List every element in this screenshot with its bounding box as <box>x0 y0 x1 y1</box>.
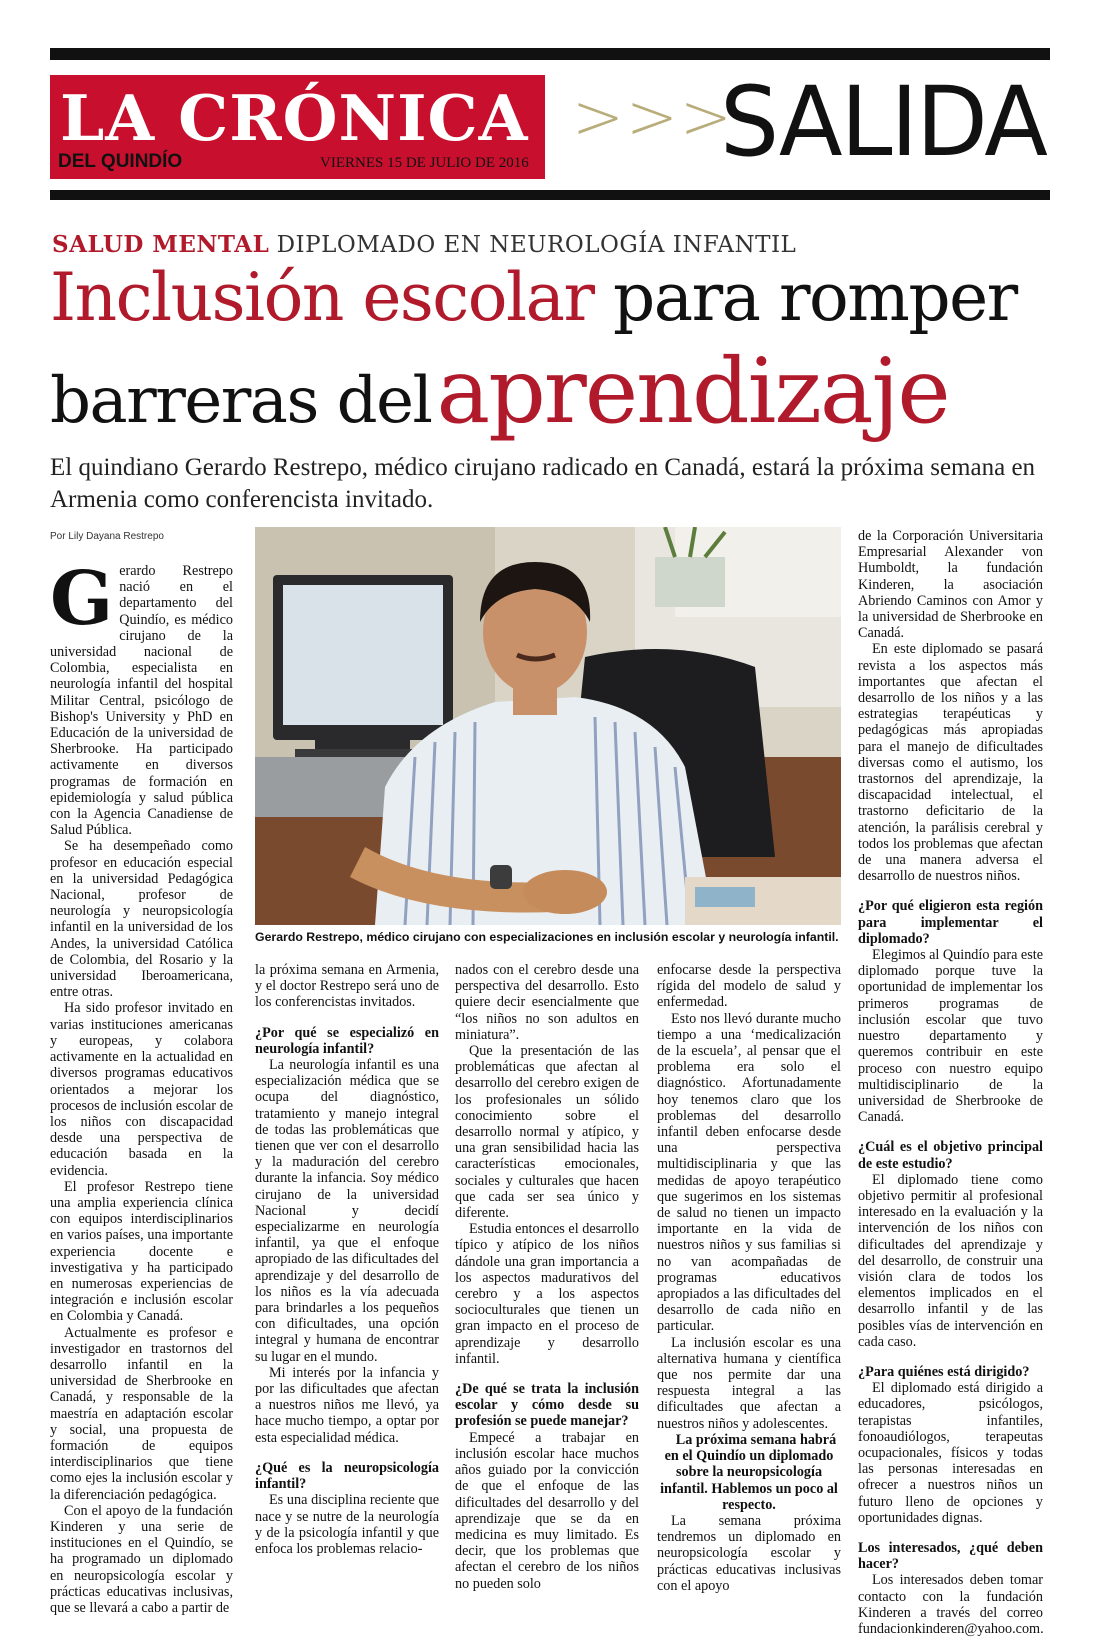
paragraph: La neurología infantil es una especialización médica que se ocupa del diagnóstico, tratamiento y manejo integral de todas las problemáticas que tienen que ver con el desarrollo y la maduración del cerebro durante la infancia. Soy médico cirujano de la universidad Nacional y decidí especializarme en neurología infantil, ya que el enfoque apropiado de las dificultades del aprendizaje y del desarrollo de los niños es la vía adecuada para brindarles a los pequeños con dificultades, una opción integral y humana de encontrar su lugar en el mundo. <box>255 1057 439 1365</box>
photo-illustration <box>255 527 841 925</box>
masthead-bottom-rule <box>50 190 1050 200</box>
paragraph: erardo Restrepo nació en el departamento del Quindío, es médico cirujano de la universidad nacional de Colombia, especialista en neurología infantil del hospital Militar Central, psicólogo de Bishop's University y PhD en Educación de la universidad de Sherbrooke. Ha participado activamente en diversos programas de formación en epidemiología y salud pública con la Agencia Canadiense de Salud Pública. <box>50 563 233 839</box>
column-3 <box>455 962 639 1592</box>
byline: Por Lily Dayana Restrepo <box>50 531 164 542</box>
column-4 <box>657 962 841 1594</box>
headline <box>50 259 1060 444</box>
issue-date: VIERNES 15 DE JULIO DE 2016 <box>320 155 529 171</box>
paragraph: La inclusión escolar es una alternativa humana y científica que nos permite dar una respuesta integral a las dificultades que afectan a nuestros niños y adolescentes. <box>657 1334 841 1432</box>
question-heading: ¿De qué se trata la inclusión escolar y cómo desde su profesión se puede manejar? <box>455 1381 639 1430</box>
kicker <box>52 231 796 258</box>
pull-question: La próxima semana habrá en el Quindío un diplomado sobre la neuropsicología infantil. Hablemos un poco al respecto. <box>660 1431 838 1513</box>
paragraph: El diplomado está dirigido a educadores, psicólogos, terapistas infantiles, fonoaudiólogos, terapeutas ocupacionales, físicos y todas las personas interesadas en ofrecer a nuestros niños un futuro lleno de opciones y oportunidades dignas. <box>858 1380 1043 1526</box>
section-arrows: >>> <box>572 80 734 153</box>
paragraph: Que la presentación de las problemáticas que afectan al desarrollo del cerebro exigen de los profesionales un sólido conocimiento sobre el desarrollo normal y atípico, y una gran sensibilidad hacia las características emocionales, sociales y culturales que hacen que cada ser sea único y diferente. <box>455 1043 639 1222</box>
question-heading: ¿Qué es la neuropsicología infantil? <box>255 1459 439 1493</box>
paragraph: El diplomado tiene como objetivo permitir al profesional interesado en la evaluación y la intervención de los niños con dificultades del aprendizaje y del desarrollo, de construir una visión clara de todos los elementos implicados en el desarrollo infantil y de las posibles vías de intervención en cada caso. <box>858 1171 1043 1350</box>
newspaper-logo <box>50 75 545 179</box>
paragraph: la próxima semana en Armenia, y el doctor Restrepo será uno de los conferencistas invitados. <box>255 962 439 1011</box>
paragraph: de la Corporación Universitaria Empresarial Alexander von Humboldt, la fundación Kinderen, la asociación Abriendo Caminos con Amor y la universidad de Sherbrooke en Canadá. <box>858 528 1043 642</box>
paragraph: Es una disciplina reciente que nace y se nutre de la neurología y de la psicología infantil y que enfoca los problemas relacio- <box>255 1492 439 1557</box>
section-title: SALIDA <box>720 66 1047 178</box>
column-5 <box>858 528 1043 1637</box>
logo-subtitle: DEL QUINDÍO <box>58 151 183 172</box>
dek: El quindiano Gerardo Restrepo, médico cirujano radicado en Canadá, estará la próxima semana en Armenia como conferencista invitado. <box>50 454 1036 513</box>
paragraph: Esto nos llevó durante mucho tiempo a una ‘medicalización de la escuela’, al pensar que el problema era solo el diagnóstico. Afortunadamente hoy tenemos claro que los problemas del desarrollo infantil deben enfocarse desde una perspectiva multidisciplinaria y que las medidas de apoyo terapéutico que sugerimos en los sistemas de salud no tienen un impacto importante en la vida de nuestros niños y sus familias si no van acompañadas de programas educativos apropiados a las dificultades del desarrollo de cada niño en particular. <box>657 1010 841 1335</box>
question-heading: ¿Por qué eligieron esta región para implementar el diplomado? <box>858 898 1043 947</box>
headline-part2-black: barreras del <box>50 364 432 438</box>
kicker-subtopic: DIPLOMADO EN NEUROLOGÍA INFANTIL <box>276 232 797 258</box>
photo-caption: Gerardo Restrepo, médico cirujano con especializaciones en inclusión escolar y neurología infantil. <box>255 930 839 944</box>
question-heading: ¿Por qué se especializó en neurología infantil? <box>255 1024 439 1057</box>
paragraph: Los interesados deben tomar contacto con la fundación Kinderen a través del correo fundacionkinderen@yahoo.com. <box>858 1572 1044 1637</box>
paragraph: Elegimos al Quindío para este diplomado porque tuve la oportunidad de implementar los primeros programas de inclusión escolar que tuvo nuestro departamento y queremos contribuir en este proceso con nuestro equipo multidisciplinario de la universidad de Sherbrooke de Canadá. <box>858 947 1043 1126</box>
question-heading: ¿Cuál es el objetivo principal de este estudio? <box>858 1139 1043 1172</box>
paragraph: Se ha desempeñado como profesor en educación especial en la universidad Pedagógica Nacional, profesor de neurología y neuropsicología infantil en la universidad de los Andes, la universidad Católica de Colombia, del Rosario y la universidad Iberoamericana, entre otras. <box>50 838 233 1001</box>
question-heading: Los interesados, ¿qué deben hacer? <box>858 1539 1043 1573</box>
paragraph: Empecé a trabajar en inclusión escolar hace muchos años guiado por la convicción de que el enfoque de las dificultades del desarrollo y del aprendizaje que se da en medicina es muy limitado. Es decir, que los problemas que afectan el cerebro de los niños no pueden solo <box>455 1429 639 1592</box>
top-rule <box>50 48 1050 60</box>
article-photo <box>255 527 841 925</box>
paragraph: La semana próxima tendremos un diplomado en neuropsicología escolar y prácticas educativas inclusivas con el apoyo <box>657 1512 841 1594</box>
paragraph: Estudia entonces el desarrollo típico y atípico de los niños dándole una gran importancia a los aspectos madurativos del cerebro y a los aspectos socioculturales que tienen un gran impacto en el proceso de aprendizaje y desarrollo infantil. <box>455 1221 639 1367</box>
paragraph: Ha sido profesor invitado en varias instituciones americanas y europeas, y colabora activamente en la actualidad en diversos programas educativos orientados a mejorar los procesos de inclusión escolar de los niños con discapacidad desde una perspectiva de educación basada en la evidencia. <box>50 1000 233 1179</box>
headline-part1-black: para romper <box>612 259 1017 336</box>
paragraph: Con el apoyo de la fundación Kinderen y una serie de instituciones en el Quindío, se ha programado un diplomado en neuropsicología escolar y prácticas educativas inclusivas, que se llevará a cabo a partir de <box>50 1502 233 1616</box>
paragraph: El profesor Restrepo tiene una amplia experiencia clínica con equipos interdisciplinarios en varios países, una importante experiencia docente e investigativa y ha participado en numerosas experiencias de integración e inclusión escolar en Colombia y Canadá. <box>50 1178 233 1325</box>
hands <box>523 870 607 914</box>
paragraph: Actualmente es profesor e investigador en trastornos del desarrollo infantil en la universidad de Sherbrooke en Canadá, y responsable de la maestría en adaptación escolar y social, una propuesta de formación de equipos interdisciplinarios que tiene como ejes la inclusión escolar y la diferenciación pedagógica. <box>50 1324 233 1503</box>
logo-title: LA CRÓNICA <box>60 81 529 155</box>
question-heading: ¿Para quiénes está dirigido? <box>858 1363 1030 1380</box>
paragraph: En este diplomado se pasará revista a los aspectos más importantes que afectan el desarrollo de los niños y a las estrategias terapéuticas y pedagógicas más apropiadas para el manejo de dificultades diversas como el autismo, los trastornos del aprendizaje, la discapacidad intelectual, el trastorno deficitario de la atención, la parálisis cerebral y todos los problemas que afectan de una manera adversa el desarrollo de nuestros niños. <box>858 641 1043 885</box>
headline-part2-red: aprendizaje <box>436 339 949 444</box>
column-2 <box>255 962 439 1557</box>
paragraph: Mi interés por la infancia y por las dificultades que afectan a nuestros niños me llevó, ya hace mucho tiempo, a optar por esta especialidad médica. <box>255 1364 439 1446</box>
headline-part1-red: Inclusión escolar <box>50 259 594 336</box>
paragraph: enfocarse desde la perspectiva rígida del modelo de salud y enfermedad. <box>657 962 841 1011</box>
drop-cap: G <box>50 556 114 642</box>
kicker-topic: SALUD MENTAL <box>52 231 270 258</box>
column-1 <box>50 556 233 1616</box>
paragraph: nados con el cerebro desde una perspectiva del desarrollo. Esto quiere decir esencialmente que “los niños no son adultos en miniatura”. <box>455 962 639 1043</box>
